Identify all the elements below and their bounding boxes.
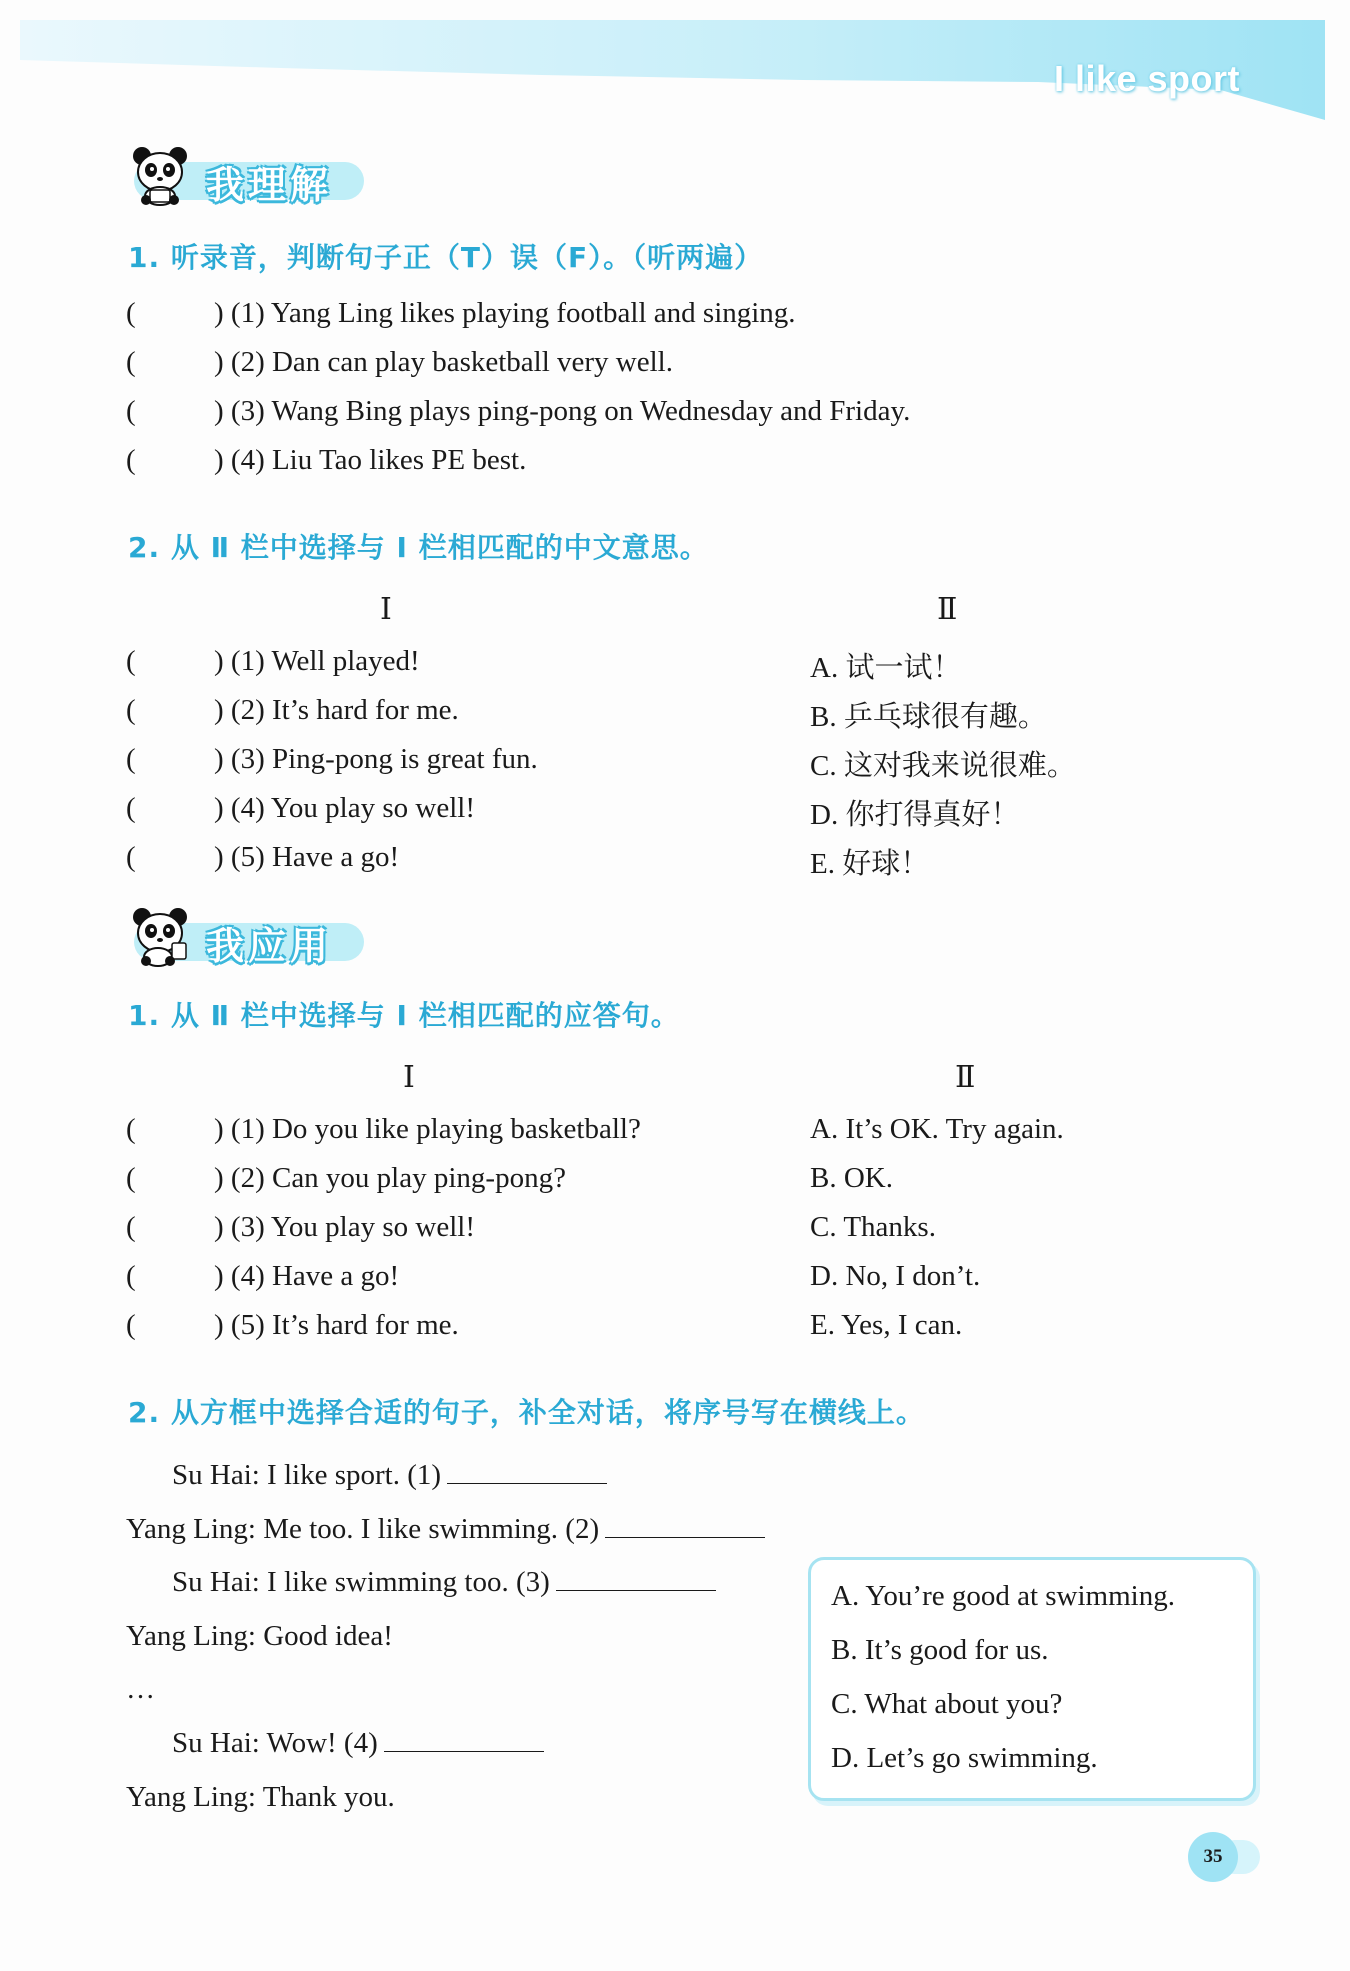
answer-blank[interactable] bbox=[447, 1463, 607, 1484]
dialogue-line: Yang Ling: Thank you. bbox=[126, 1781, 395, 1813]
item-text: ) (3) Ping-pong is great fun. bbox=[214, 743, 538, 775]
option-item: E. 好球！ bbox=[810, 848, 930, 880]
list-item bbox=[126, 1260, 399, 1293]
list-item bbox=[126, 645, 420, 678]
option-item: C. Thanks. bbox=[810, 1211, 936, 1243]
item-text: ) (3) You play so well! bbox=[214, 1211, 475, 1243]
unit-title: I like sport bbox=[1053, 58, 1240, 99]
answer-paren[interactable]: ( bbox=[126, 395, 136, 427]
option-item: D. Let’s go swimming. bbox=[831, 1742, 1098, 1774]
panda-icon bbox=[128, 142, 192, 206]
panda-icon bbox=[128, 903, 192, 967]
option-item: B. 乒乓球很有趣。 bbox=[810, 701, 1047, 733]
item-text: ) (5) It’s hard for me. bbox=[214, 1309, 459, 1341]
options-box bbox=[808, 1557, 1256, 1801]
answer-paren[interactable]: ( bbox=[126, 645, 136, 677]
dialogue-line bbox=[172, 1727, 544, 1760]
section-understand-badge bbox=[128, 142, 368, 206]
option-item: C. 这对我来说很难。 bbox=[810, 750, 1076, 782]
list-item bbox=[126, 792, 475, 825]
question-title: 2. 从 Ⅱ 栏中选择与 Ⅰ 栏相匹配的中文意思。 bbox=[128, 531, 709, 564]
option-item: D. 你打得真好！ bbox=[810, 799, 1020, 831]
answer-paren[interactable]: ( bbox=[126, 743, 136, 775]
option-item: B. OK. bbox=[810, 1162, 893, 1194]
item-text: ) (1) Yang Ling likes playing football and singing. bbox=[214, 297, 796, 329]
section-apply-badge bbox=[128, 903, 368, 967]
column-head-2: Ⅱ bbox=[937, 593, 958, 626]
dialogue-text: Su Hai: Wow! (4) bbox=[172, 1727, 378, 1759]
section-label: 我应用 bbox=[206, 924, 333, 968]
list-item bbox=[126, 395, 910, 428]
answer-paren[interactable]: ( bbox=[126, 1211, 136, 1243]
option-item: C. What about you? bbox=[831, 1688, 1063, 1720]
list-item bbox=[126, 1309, 459, 1342]
option-item: A. 试一试！ bbox=[810, 652, 962, 684]
answer-blank[interactable] bbox=[605, 1517, 765, 1538]
column-head-1: Ⅰ bbox=[403, 1061, 415, 1094]
answer-paren[interactable]: ( bbox=[126, 1309, 136, 1341]
list-item bbox=[126, 841, 399, 874]
dialogue-text: Su Hai: I like swimming too. (3) bbox=[172, 1566, 550, 1598]
item-text: ) (4) Have a go! bbox=[214, 1260, 400, 1292]
item-text: ) (4) Liu Tao likes PE best. bbox=[214, 444, 527, 476]
item-text: ) (1) Well played! bbox=[214, 645, 420, 677]
item-text: ) (3) Wang Bing plays ping-pong on Wednesday and Friday. bbox=[214, 395, 911, 427]
item-text: ) (5) Have a go! bbox=[214, 841, 400, 873]
option-item: B. It’s good for us. bbox=[831, 1634, 1049, 1666]
dialogue-line: Yang Ling: Good idea! bbox=[126, 1620, 393, 1652]
dialogue-text: Yang Ling: Me too. I like swimming. (2) bbox=[126, 1513, 600, 1545]
list-item bbox=[126, 1113, 641, 1146]
option-item: E. Yes, I can. bbox=[810, 1309, 963, 1341]
question-title: 2. 从方框中选择合适的句子，补全对话，将序号写在横线上。 bbox=[128, 1396, 925, 1429]
item-text: ) (2) It’s hard for me. bbox=[214, 694, 459, 726]
column-head-1: Ⅰ bbox=[380, 593, 392, 626]
answer-paren[interactable]: ( bbox=[126, 841, 136, 873]
answer-paren[interactable]: ( bbox=[126, 346, 136, 378]
answer-blank[interactable] bbox=[384, 1731, 544, 1752]
answer-paren[interactable]: ( bbox=[126, 694, 136, 726]
list-item bbox=[126, 444, 526, 477]
answer-blank[interactable] bbox=[556, 1570, 716, 1591]
ellipsis-line: … bbox=[126, 1673, 155, 1705]
answer-paren[interactable]: ( bbox=[126, 297, 136, 329]
dialogue-text: Su Hai: I like sport. (1) bbox=[172, 1459, 442, 1491]
page-number: 35 bbox=[1188, 1832, 1238, 1882]
list-item bbox=[126, 694, 459, 727]
list-item bbox=[126, 297, 796, 330]
item-text: ) (4) You play so well! bbox=[214, 792, 475, 824]
list-item bbox=[126, 1211, 475, 1244]
answer-paren[interactable]: ( bbox=[126, 1113, 136, 1145]
answer-paren[interactable]: ( bbox=[126, 444, 136, 476]
answer-paren[interactable]: ( bbox=[126, 1162, 136, 1194]
list-item bbox=[126, 346, 673, 379]
option-item: A. You’re good at swimming. bbox=[831, 1580, 1175, 1612]
answer-paren[interactable]: ( bbox=[126, 1260, 136, 1292]
dialogue-line bbox=[172, 1566, 716, 1599]
option-item: A. It’s OK. Try again. bbox=[810, 1113, 1064, 1145]
dialogue-line bbox=[172, 1459, 607, 1492]
section-label: 我理解 bbox=[206, 163, 333, 207]
list-item bbox=[126, 1162, 566, 1195]
dialogue-line bbox=[126, 1513, 765, 1546]
item-text: ) (2) Can you play ping-pong? bbox=[214, 1162, 566, 1194]
list-item bbox=[126, 743, 538, 776]
column-head-2: Ⅱ bbox=[955, 1061, 976, 1094]
item-text: ) (2) Dan can play basketball very well. bbox=[214, 346, 673, 378]
question-title: 1. 听录音，判断句子正（T）误（F）。（听两遍） bbox=[128, 241, 764, 274]
question-title: 1. 从 Ⅱ 栏中选择与 Ⅰ 栏相匹配的应答句。 bbox=[128, 999, 680, 1032]
item-text: ) (1) Do you like playing basketball? bbox=[214, 1113, 641, 1145]
answer-paren[interactable]: ( bbox=[126, 792, 136, 824]
option-item: D. No, I don’t. bbox=[810, 1260, 981, 1292]
